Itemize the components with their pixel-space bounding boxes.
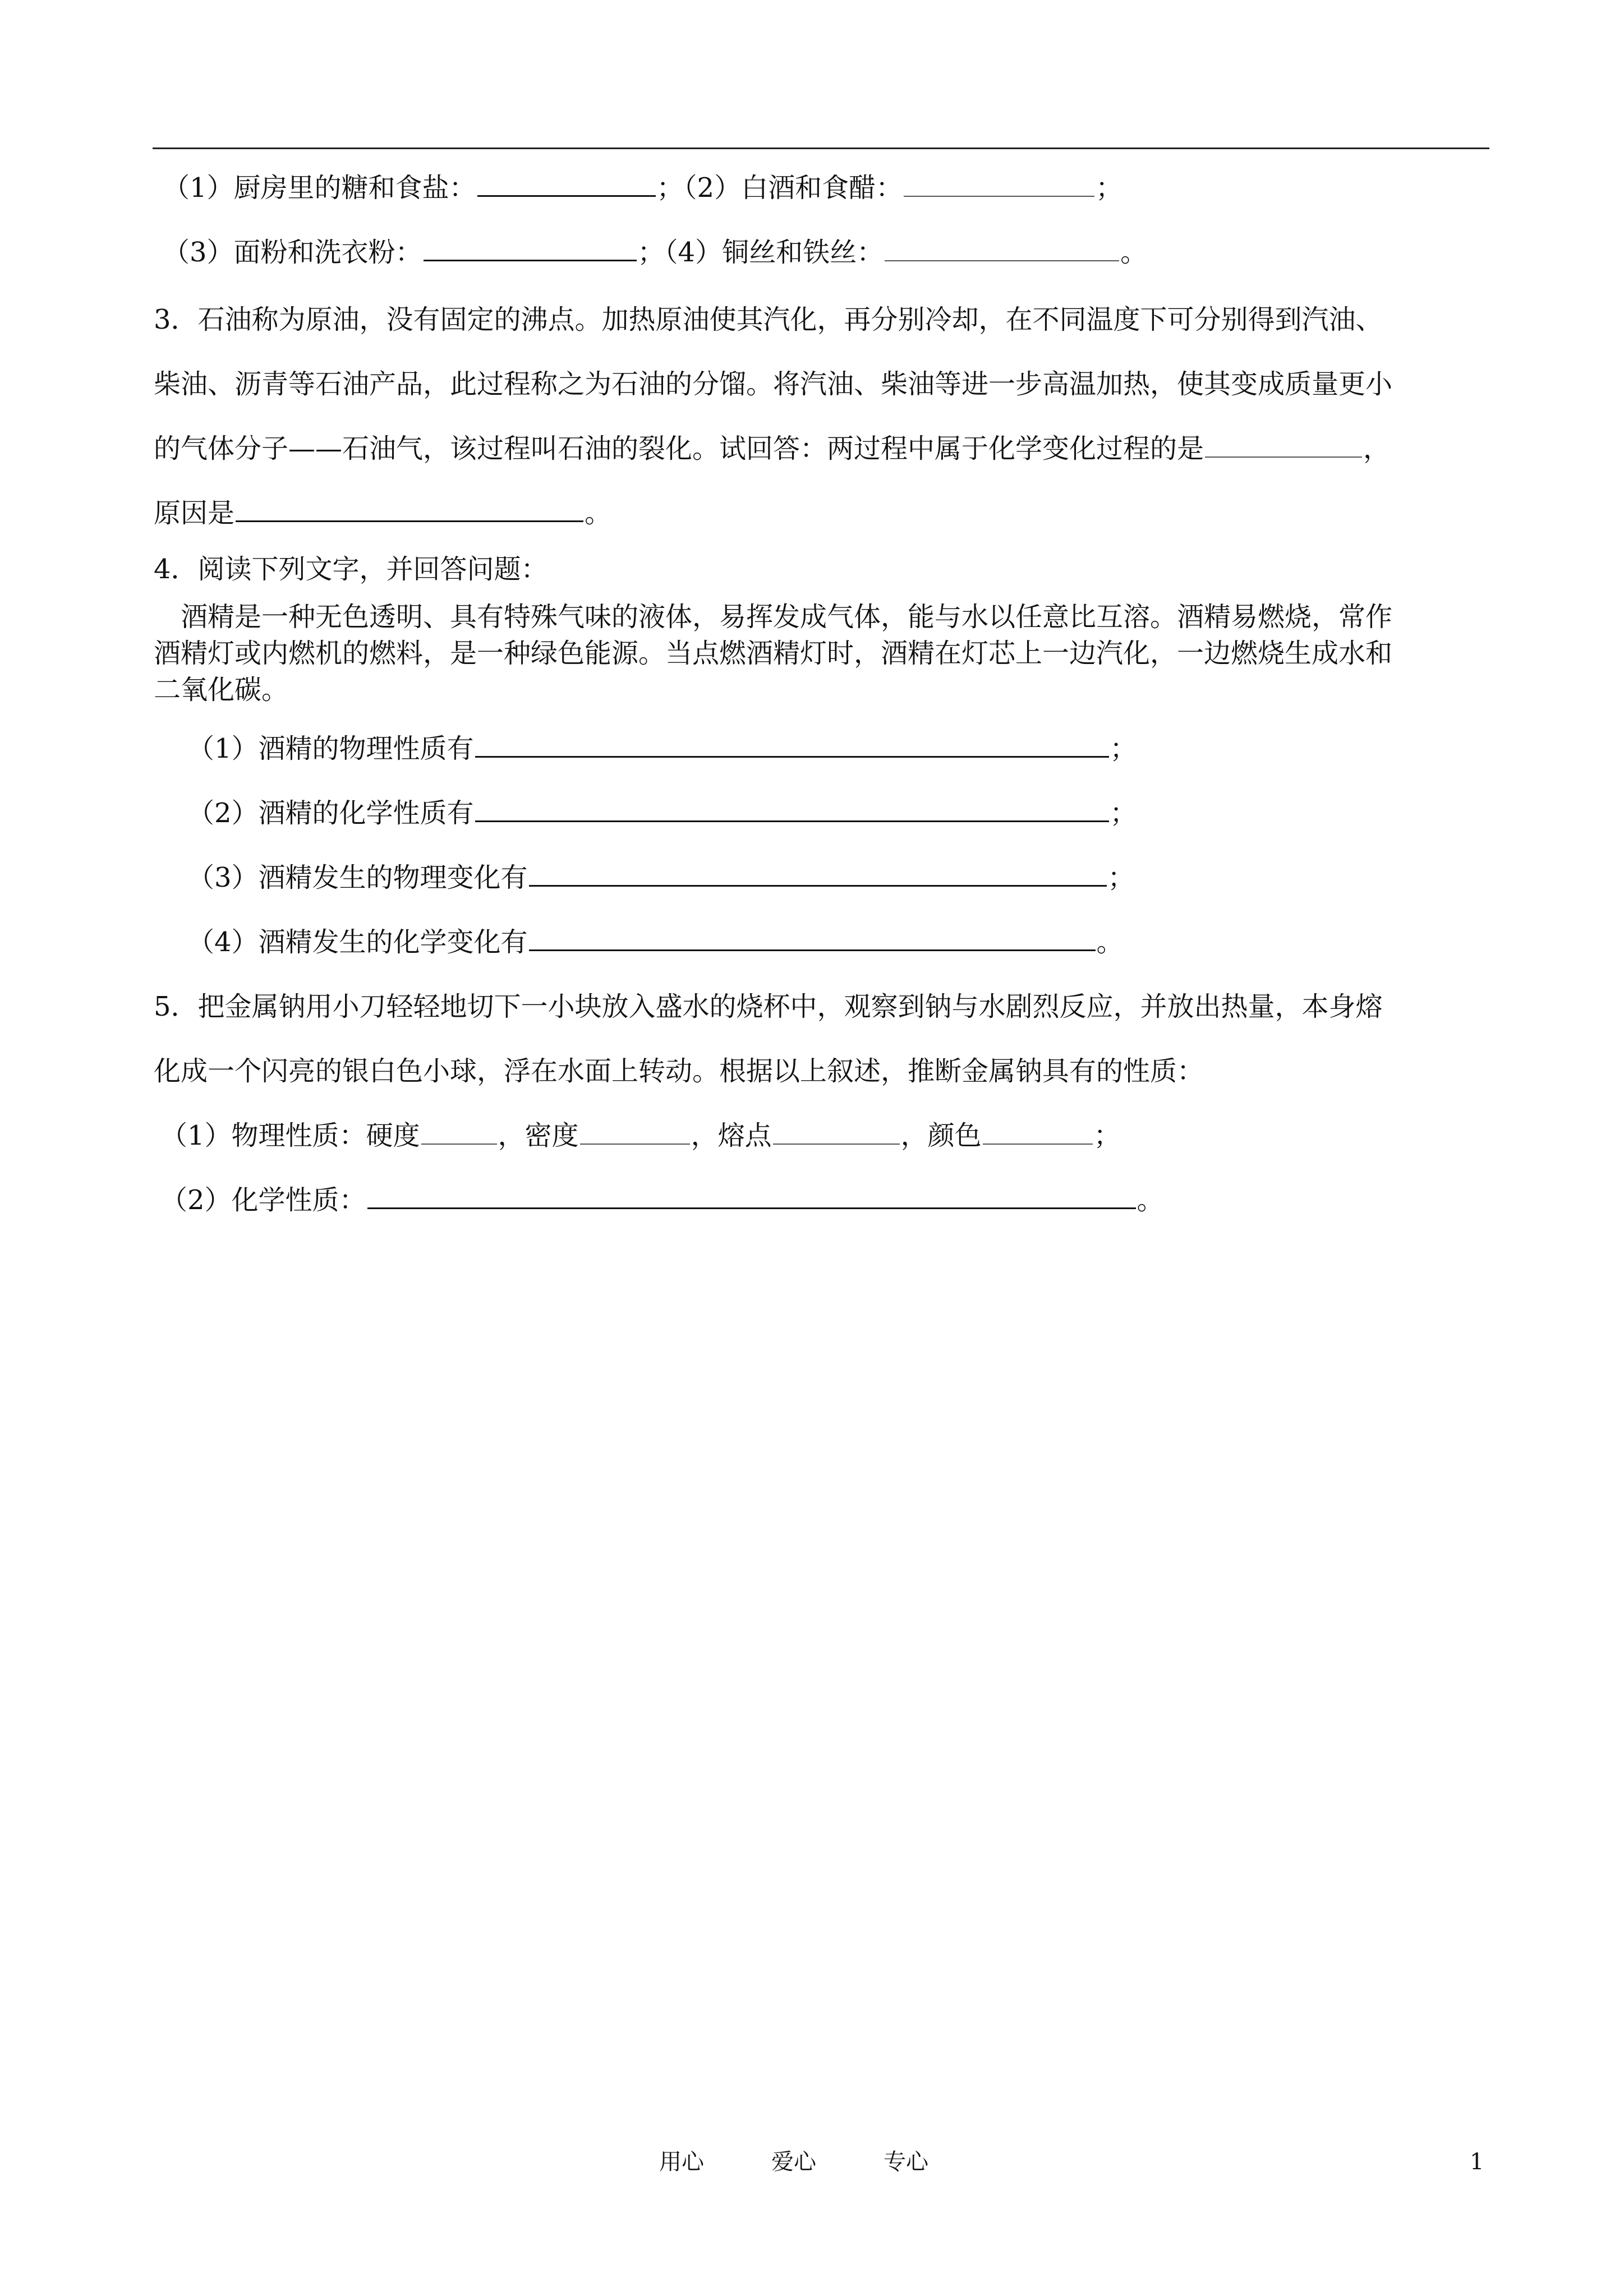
- footer-motto-2: 爱心: [771, 2149, 816, 2175]
- q3-question: 的气体分子——石油气，该过程叫石油的裂化。试回答：两过程中属于化学变化过程的是: [154, 433, 1204, 464]
- q4-passage-line-1: 酒精是一种无色透明、具有特殊气味的液体，易挥发成气体，能与水以任意比互溶。酒精易燃烧，常作: [181, 601, 1393, 633]
- q3-line-4-end: 。: [585, 497, 612, 529]
- q2-blank-3[interactable]: [424, 237, 637, 261]
- q5-line-2: 化成一个闪亮的银白色小球，浮在水面上转动。根据以上叙述，推断金属钠具有的性质：: [154, 1055, 1204, 1087]
- q5-chemical-blank[interactable]: [367, 1185, 1136, 1209]
- q5-chemical-properties: [160, 1183, 1164, 1217]
- q3-reason-label: 原因是: [154, 497, 235, 529]
- q5-melting-blank[interactable]: [773, 1121, 900, 1145]
- q2-part-4-label: ；（4）铜丝和铁丝：: [637, 237, 884, 268]
- q4-sub-4-end: 。: [1096, 926, 1124, 958]
- q4-sub-3: [187, 861, 1135, 895]
- q5-physical-properties: [160, 1119, 1121, 1152]
- q5-melting-label: ，熔点: [691, 1120, 772, 1151]
- header-rule: [153, 147, 1489, 149]
- q5-hardness-blank[interactable]: [421, 1121, 497, 1145]
- q3-line-3-end: ，: [1363, 433, 1391, 464]
- q5-density-blank[interactable]: [580, 1121, 690, 1145]
- q4-sub-3-label: （3）酒精发生的物理变化有: [187, 862, 528, 893]
- q4-sub-2: [187, 796, 1137, 830]
- q4-sub-1-end: ；: [1110, 733, 1137, 764]
- q4-sub-1-blank[interactable]: [475, 734, 1109, 758]
- q4-sub-4-blank[interactable]: [529, 927, 1096, 951]
- q5-chemical-end: 。: [1137, 1184, 1164, 1216]
- q4-sub-2-label: （2）酒精的化学性质有: [187, 797, 474, 829]
- q2-blank-1[interactable]: [477, 173, 656, 197]
- q4-passage-line-3: 二氧化碳。: [154, 674, 289, 706]
- q2-line-2: [163, 236, 1147, 269]
- q2-part-1-label: （1）厨房里的糖和食盐：: [163, 172, 476, 204]
- q3-line-1: 3．石油称为原油，没有固定的沸点。加热原油使其汽化，再分别冷却，在不同温度下可分别得到汽油、: [154, 304, 1383, 335]
- q4-sub-1-label: （1）酒精的物理性质有: [187, 733, 474, 764]
- page-number: 1: [1470, 2149, 1484, 2175]
- q2-part-4-end: 。: [1120, 237, 1148, 268]
- q4-title: 4．阅读下列文字，并回答问题：: [154, 554, 548, 585]
- q4-sub-2-blank[interactable]: [475, 798, 1109, 822]
- q4-sub-1: [187, 732, 1137, 766]
- q2-blank-4[interactable]: [885, 238, 1119, 261]
- q3-line-4: [154, 496, 611, 530]
- q4-sub-3-end: ；: [1107, 862, 1135, 893]
- q5-chemical-label: （2）化学性质：: [160, 1184, 366, 1216]
- footer-motto-3: 专心: [884, 2149, 928, 2175]
- q2-part-2-label: ；（2）白酒和食醋：: [656, 172, 903, 204]
- q5-color-blank[interactable]: [983, 1121, 1093, 1145]
- q3-line-3: [154, 432, 1390, 465]
- q5-density-label: ，密度: [498, 1120, 579, 1151]
- q2-part-2-end: ；: [1096, 172, 1123, 204]
- q2-blank-2[interactable]: [904, 173, 1094, 197]
- q3-reason-blank[interactable]: [236, 498, 583, 522]
- footer-motto-1: 用心: [659, 2149, 704, 2175]
- q4-sub-2-end: ；: [1110, 797, 1137, 829]
- q5-color-label: ，颜色: [900, 1120, 982, 1151]
- q3-line-2: 柴油、沥青等石油产品，此过程称之为石油的分馏。将汽油、柴油等进一步高温加热，使其变成质量更小: [154, 368, 1393, 400]
- q2-line-1: [163, 171, 1122, 205]
- q3-answer-blank[interactable]: [1205, 434, 1362, 458]
- q5-physical-end: ；: [1093, 1120, 1121, 1151]
- q5-line-1: 5．把金属钠用小刀轻轻地切下一小块放入盛水的烧杯中，观察到钠与水剧烈反应，并放出热量，本身熔: [154, 991, 1383, 1022]
- q2-part-3-label: （3）面粉和洗衣粉：: [163, 237, 422, 268]
- q4-passage-line-2: 酒精灯或内燃机的燃料，是一种绿色能源。当点燃酒精灯时，酒精在灯芯上一边汽化，一边燃烧生成水和: [154, 638, 1393, 669]
- q4-sub-4-label: （4）酒精发生的化学变化有: [187, 926, 528, 958]
- q5-hardness-label: （1）物理性质：硬度: [160, 1120, 420, 1151]
- q4-sub-3-blank[interactable]: [529, 863, 1107, 887]
- q4-sub-4: [187, 925, 1124, 959]
